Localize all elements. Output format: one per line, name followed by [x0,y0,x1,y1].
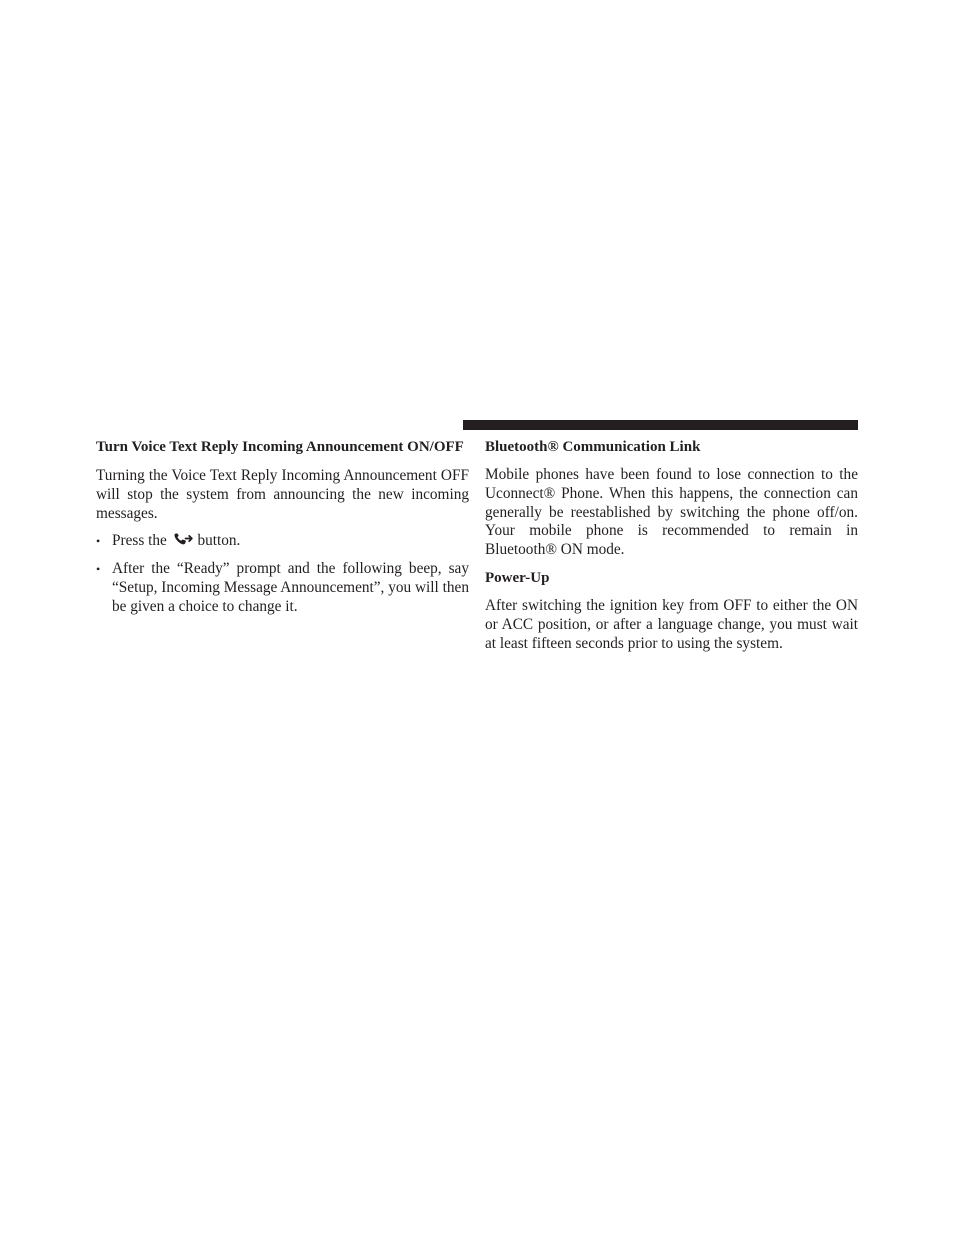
power-up-heading: Power-Up [485,569,550,586]
phone-icon [173,532,193,546]
button-text: button. [197,532,241,550]
bluetooth-link-paragraph: Mobile phones have been found to lose connection to the Uconnect® Phone. When this happens, the connection can generally be reestablished by switching the phone off/on. Your mobile phone is recommended to remain in Bluetooth® ON mode. [485,466,858,559]
list-item [96,560,469,616]
right-column [485,438,858,653]
instruction-list [96,532,469,616]
voice-text-reply-heading: Turn Voice Text Reply Incoming Announcement ON/OFF [96,439,464,455]
left-column [96,438,469,617]
press-text: Press the [112,532,167,550]
bluetooth-link-heading: Bluetooth® Communication Link [485,439,701,455]
ready-prompt-text: After the “Ready” prompt and the following beep, say “Setup, Incoming Message Announcement”, you will then be given a choice to change it. [112,560,469,615]
bullet-icon: • [96,534,101,549]
voice-text-reply-paragraph: Turning the Voice Text Reply Incoming Announcement OFF will stop the system from announcing the new incoming messages. [96,467,469,522]
bullet-icon: • [96,562,101,577]
section-header-bar [463,420,858,430]
power-up-paragraph: After switching the ignition key from OFF to either the ON or ACC position, or after a language change, you must wait at least fifteen seconds prior to using the system. [485,596,858,652]
list-item [96,532,469,551]
